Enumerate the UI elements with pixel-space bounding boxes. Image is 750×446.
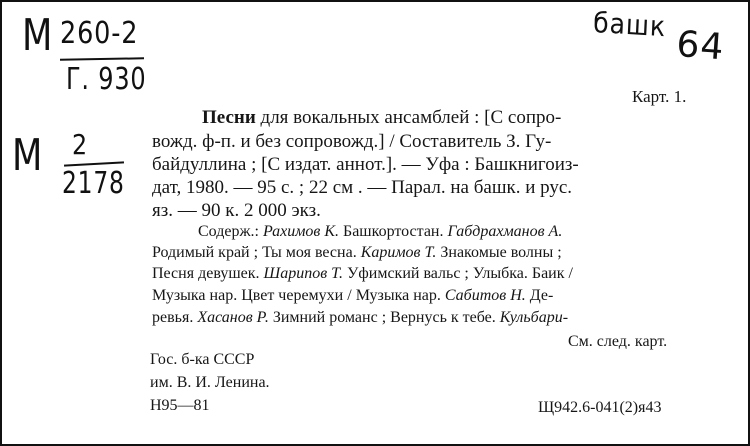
see-next-card: См. след. карт. bbox=[568, 333, 668, 350]
contents-line-2 bbox=[152, 245, 562, 261]
record-title: Песни bbox=[202, 107, 256, 128]
contents-text: Песня девушек. bbox=[152, 265, 264, 282]
handwritten-mark-2: М bbox=[12, 130, 44, 181]
record-line-3: байдуллина ; [С издат. аннот.]. — Уфа : Башкнигоиз- bbox=[152, 154, 579, 175]
contents-author: Шарипов Т. bbox=[263, 265, 344, 282]
handwritten-corner-number: 64 bbox=[675, 24, 726, 69]
handwritten-fraction-1-top: 260-2 bbox=[60, 16, 139, 51]
classification-index: Щ942.6-041(2)я43 bbox=[538, 399, 662, 416]
handwritten-corner-note: башк bbox=[592, 6, 667, 44]
contents-author: Габдрахманов А. bbox=[447, 223, 563, 240]
contents-text: Музыка нар. Цвет черемухи / Музыка нар. bbox=[152, 287, 445, 304]
contents-text: Родимый край ; Ты моя весна. bbox=[152, 244, 361, 261]
record-line-4: дат, 1980. — 95 с. ; 22 см . — Парал. на башк. и рус. bbox=[152, 177, 573, 198]
contents-label: Содерж.: bbox=[198, 223, 263, 240]
contents-author: Хасанов Р. bbox=[197, 309, 269, 326]
handwritten-fraction-1-line bbox=[60, 57, 144, 60]
card-number: Карт. 1. bbox=[632, 87, 687, 106]
contents-author: Каримов Т. bbox=[360, 244, 437, 261]
record-line-1 bbox=[202, 108, 561, 127]
contents-text: Уфимский вальс ; Улыбка. Баик / bbox=[343, 265, 573, 282]
contents-text: Зимний романс ; Вернусь к тебе. bbox=[268, 309, 500, 326]
handwritten-fraction-2-top: 2 bbox=[72, 128, 89, 161]
record-line-5: яз. — 90 к. 2 000 экз. bbox=[152, 200, 321, 221]
contents-line-4 bbox=[152, 288, 553, 304]
contents-line-3 bbox=[152, 266, 573, 282]
record-line-1-text: для вокальных ансамблей : [С сопро- bbox=[260, 107, 562, 128]
contents-line-1 bbox=[198, 224, 562, 240]
contents-text: Де- bbox=[525, 287, 554, 304]
contents-line-5 bbox=[152, 310, 568, 326]
handwritten-fraction-1-bottom: Г. 930 bbox=[66, 62, 147, 97]
handwritten-mark-1: М bbox=[22, 10, 54, 61]
contents-text: Башкортостан. bbox=[339, 223, 448, 240]
library-name-line-1: Гос. б-ка СССР bbox=[150, 351, 255, 368]
contents-author: Рахимов К. bbox=[262, 223, 339, 240]
contents-text: Знакомые волны ; bbox=[436, 244, 562, 261]
library-name-line-2: им. В. И. Ленина. bbox=[150, 374, 270, 391]
contents-author: Сабитов Н. bbox=[444, 287, 526, 304]
contents-text: ревья. bbox=[152, 309, 198, 326]
handwritten-fraction-2-bottom: 2178 bbox=[62, 166, 125, 201]
registration-code: Н95—81 bbox=[150, 397, 210, 414]
contents-author: Кульбари- bbox=[499, 309, 569, 326]
record-line-2: вожд. ф-п. и без сопровожд.] / Составитель З. Гу- bbox=[152, 131, 552, 152]
